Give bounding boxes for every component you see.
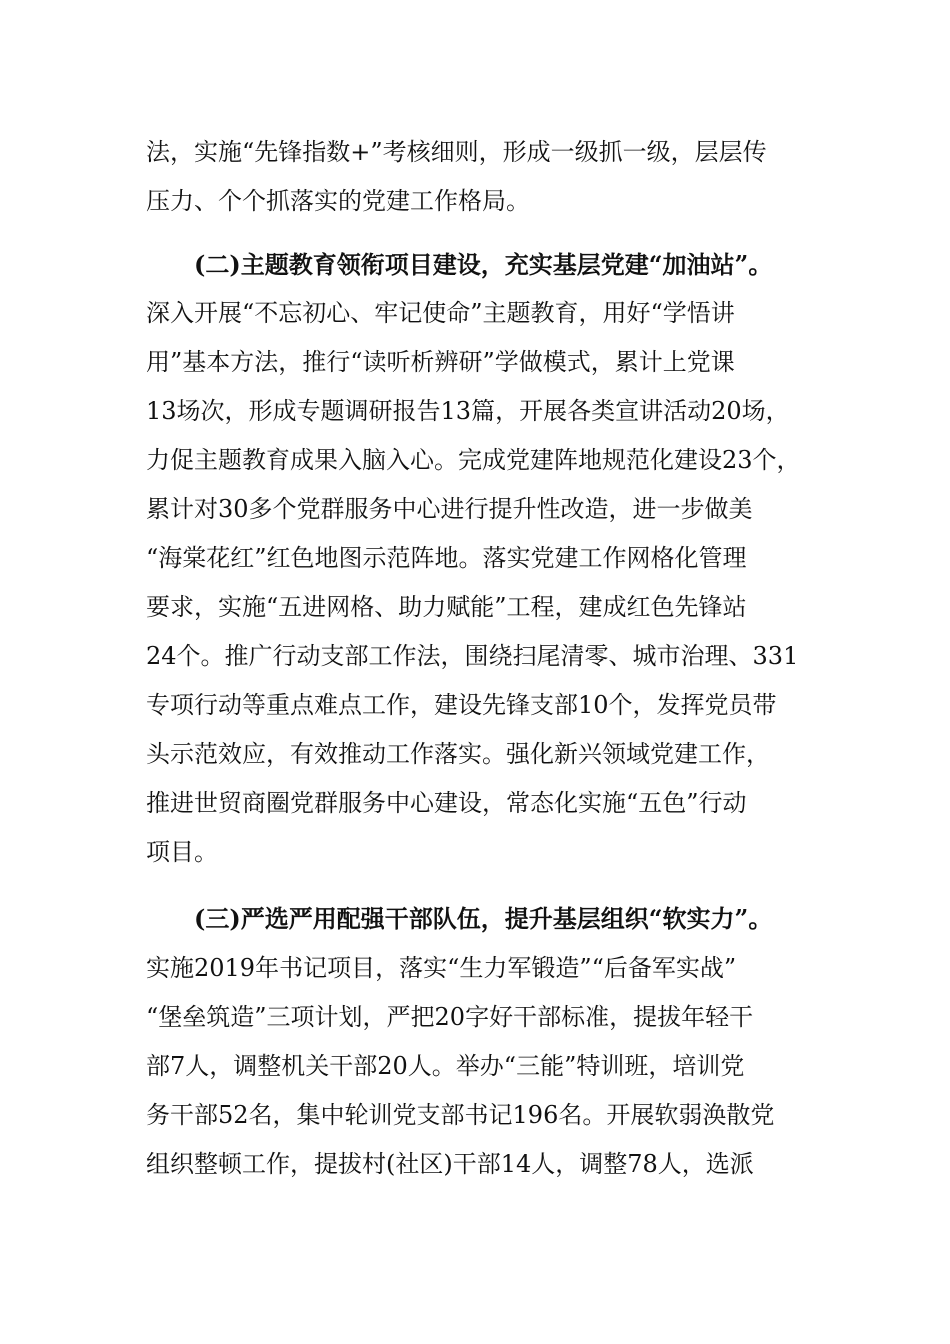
text-line: 务干部52名，集中轮训党支部书记196名。开展软弱涣散党 bbox=[146, 1101, 775, 1129]
text-line: 推进世贸商圈党群服务中心建设，常态化实施“五色”行动 bbox=[146, 789, 747, 817]
text-line: 要求，实施“五进网格、助力赋能”工程，建成红色先锋站 bbox=[146, 593, 747, 621]
text-line: 头示范效应，有效推动工作落实。强化新兴领域党建工作， bbox=[146, 740, 770, 768]
text-line: 力促主题教育成果入脑入心。完成党建阵地规范化建设23个， bbox=[146, 446, 801, 474]
text-line: 部7人，调整机关干部20人。举办“三能”特训班，培训党 bbox=[146, 1052, 745, 1080]
text-line: 用”基本方法，推行“读听析辨研”学做模式，累计上党课 bbox=[146, 348, 735, 376]
text-line: 深入开展“不忘初心、牢记使命”主题教育，用好“学悟讲 bbox=[146, 299, 735, 327]
text-line: 专项行动等重点难点工作，建设先锋支部10个，发挥党员带 bbox=[146, 691, 777, 719]
text-line: 实施2019年书记项目，落实“生力军锻造”“后备军实战” bbox=[146, 954, 737, 982]
text-line: 组织整顿工作，提拔村(社区)干部14人，调整78人，选派 bbox=[146, 1150, 754, 1178]
text-line: 法，实施“先锋指数+”考核细则，形成一级抓一级，层层传 bbox=[146, 138, 767, 166]
text-line: 压力、个个抓落实的党建工作格局。 bbox=[146, 187, 530, 215]
text-line: “海棠花红”红色地图示范阵地。落实党建工作网格化管理 bbox=[146, 544, 747, 572]
text-line: “堡垒筑造”三项计划，严把20字好干部标准，提拔年轻干 bbox=[146, 1003, 754, 1031]
text-line: 项目。 bbox=[146, 838, 218, 866]
text-line: 13场次，形成专题调研报告13篇，开展各类宣讲活动20场， bbox=[146, 397, 790, 425]
section-heading-2: (二)主题教育领衔项目建设，充实基层党建“加油站”。 bbox=[194, 250, 773, 279]
section-heading-3: (三)严选严用配强干部队伍，提升基层组织“软实力”。 bbox=[194, 904, 773, 933]
text-line: 累计对30多个党群服务中心进行提升性改造，进一步做美 bbox=[146, 495, 753, 523]
text-line: 24个。推广行动支部工作法，围绕扫尾清零、城市治理、331 bbox=[146, 642, 799, 670]
